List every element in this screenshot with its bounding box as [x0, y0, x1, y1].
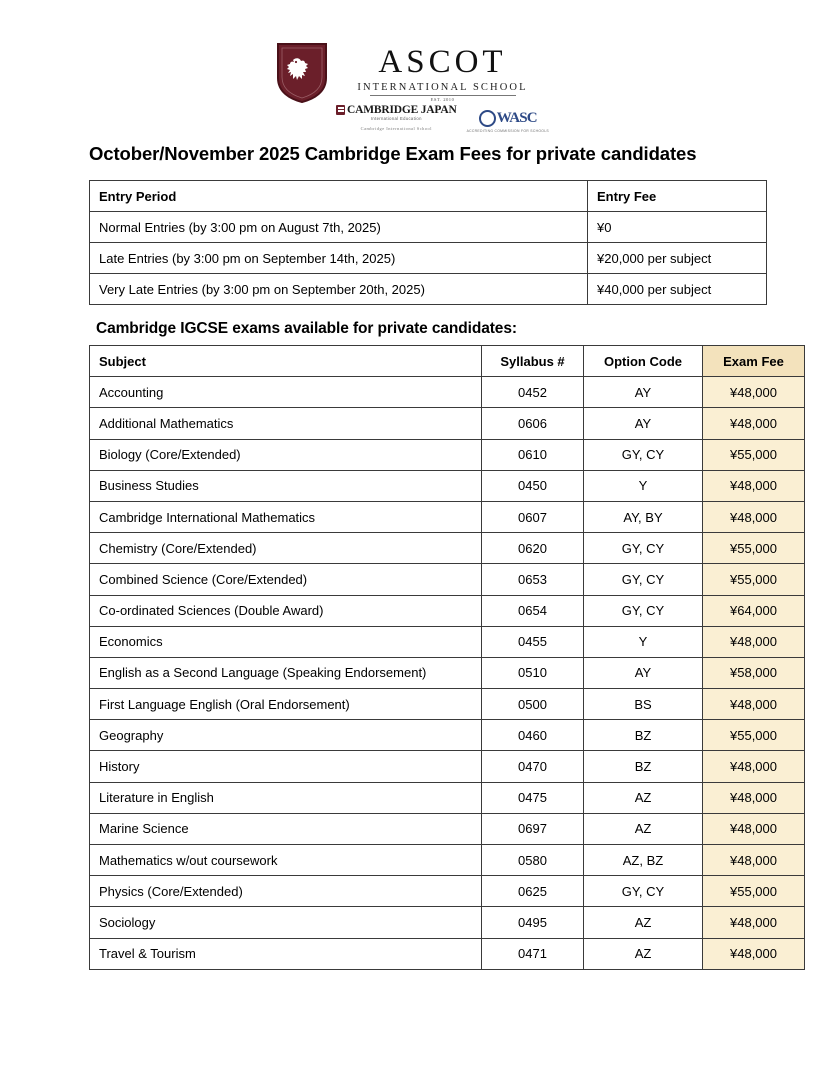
cell-exam-fee: ¥48,000	[703, 938, 805, 969]
cell-subject: Physics (Core/Extended)	[90, 876, 482, 907]
cell-entry-fee: ¥0	[588, 212, 767, 243]
cell-exam-fee: ¥48,000	[703, 845, 805, 876]
established-tag: EST. 2010	[430, 97, 455, 102]
table-row	[90, 720, 805, 751]
cell-syllabus-number: 0450	[482, 470, 584, 501]
cell-exam-fee: ¥48,000	[703, 626, 805, 657]
cell-subject: Cambridge International Mathematics	[90, 501, 482, 532]
brand-subtitle: INTERNATIONAL SCHOOL	[357, 82, 528, 93]
column-header-syllabus: Syllabus #	[482, 346, 584, 377]
ascot-shield-icon	[276, 42, 328, 104]
cell-exam-fee: ¥48,000	[703, 751, 805, 782]
cell-subject: Combined Science (Core/Extended)	[90, 564, 482, 595]
table-row	[90, 813, 805, 844]
cell-subject: Sociology	[90, 907, 482, 938]
brand-name: ASCOT	[378, 44, 507, 80]
cambridge-subtitle: International Education	[370, 116, 422, 121]
cell-subject: English as a Second Language (Speaking Endorsement)	[90, 657, 482, 688]
cell-syllabus-number: 0697	[482, 813, 584, 844]
cell-option-code: GY, CY	[584, 533, 703, 564]
cell-subject: Additional Mathematics	[90, 408, 482, 439]
cell-exam-fee: ¥48,000	[703, 408, 805, 439]
cell-subject: First Language English (Oral Endorsement)	[90, 689, 482, 720]
table-row	[90, 439, 805, 470]
column-header-subject: Subject	[90, 346, 482, 377]
cell-exam-fee: ¥55,000	[703, 439, 805, 470]
cell-option-code: AY, BY	[584, 501, 703, 532]
table-row	[90, 595, 805, 626]
entry-table-body	[90, 212, 767, 305]
cell-exam-fee: ¥55,000	[703, 533, 805, 564]
cell-syllabus-number: 0610	[482, 439, 584, 470]
column-header-option-code: Option Code	[584, 346, 703, 377]
cell-syllabus-number: 0510	[482, 657, 584, 688]
cell-subject: Chemistry (Core/Extended)	[90, 533, 482, 564]
cell-syllabus-number: 0460	[482, 720, 584, 751]
cell-entry-period: Late Entries (by 3:00 pm on September 14th, 2025)	[90, 243, 588, 274]
wasc-name: WASC	[496, 110, 537, 126]
cell-exam-fee: ¥48,000	[703, 907, 805, 938]
table-row	[90, 751, 805, 782]
table-row	[90, 657, 805, 688]
cell-option-code: AZ	[584, 907, 703, 938]
table-header-row	[90, 346, 805, 377]
cell-subject: Accounting	[90, 377, 482, 408]
table-row	[90, 243, 767, 274]
cell-entry-fee: ¥20,000 per subject	[588, 243, 767, 274]
igcse-table-body	[90, 377, 805, 970]
cell-subject: Travel & Tourism	[90, 938, 482, 969]
cell-entry-period: Very Late Entries (by 3:00 pm on September 20th, 2025)	[90, 274, 588, 305]
cell-option-code: AY	[584, 657, 703, 688]
cell-option-code: GY, CY	[584, 876, 703, 907]
cell-subject: Marine Science	[90, 813, 482, 844]
cell-subject: Co-ordinated Sciences (Double Award)	[90, 595, 482, 626]
cell-option-code: AZ, BZ	[584, 845, 703, 876]
cell-exam-fee: ¥48,000	[703, 377, 805, 408]
cell-syllabus-number: 0475	[482, 782, 584, 813]
table-row	[90, 876, 805, 907]
cell-option-code: BZ	[584, 751, 703, 782]
table-row	[90, 564, 805, 595]
cell-syllabus-number: 0607	[482, 501, 584, 532]
cell-exam-fee: ¥48,000	[703, 501, 805, 532]
table-row	[90, 377, 805, 408]
cell-exam-fee: ¥48,000	[703, 813, 805, 844]
cell-exam-fee: ¥55,000	[703, 720, 805, 751]
cell-syllabus-number: 0620	[482, 533, 584, 564]
cell-exam-fee: ¥55,000	[703, 876, 805, 907]
cell-syllabus-number: 0452	[482, 377, 584, 408]
table-row	[90, 907, 805, 938]
cambridge-name: CAMBRIDGE JAPAN	[347, 104, 457, 116]
table-row	[90, 408, 805, 439]
table-row	[90, 845, 805, 876]
cell-syllabus-number: 0580	[482, 845, 584, 876]
cell-option-code: Y	[584, 626, 703, 657]
page-title: October/November 2025 Cambridge Exam Fees for private candidates	[89, 143, 697, 164]
cell-exam-fee: ¥55,000	[703, 564, 805, 595]
cell-entry-period: Normal Entries (by 3:00 pm on August 7th, 2025)	[90, 212, 588, 243]
cell-syllabus-number: 0500	[482, 689, 584, 720]
cell-exam-fee: ¥48,000	[703, 689, 805, 720]
table-row	[90, 689, 805, 720]
entry-period-fee-table	[89, 180, 767, 305]
cell-subject: Biology (Core/Extended)	[90, 439, 482, 470]
cell-option-code: AZ	[584, 938, 703, 969]
table-row	[90, 470, 805, 501]
cell-option-code: AZ	[584, 813, 703, 844]
section-heading: Cambridge IGCSE exams available for private candidates:	[96, 320, 517, 337]
cell-subject: History	[90, 751, 482, 782]
table-row	[90, 782, 805, 813]
cell-syllabus-number: 0625	[482, 876, 584, 907]
table-row	[90, 212, 767, 243]
cell-exam-fee: ¥58,000	[703, 657, 805, 688]
wasc-circle-icon	[479, 110, 496, 127]
table-row	[90, 533, 805, 564]
igcse-exam-fee-table	[89, 345, 805, 970]
brand-divider	[370, 95, 516, 96]
cell-syllabus-number: 0495	[482, 907, 584, 938]
cell-exam-fee: ¥64,000	[703, 595, 805, 626]
cell-syllabus-number: 0654	[482, 595, 584, 626]
table-row	[90, 938, 805, 969]
cell-syllabus-number: 0470	[482, 751, 584, 782]
table-row	[90, 501, 805, 532]
cell-option-code: AY	[584, 408, 703, 439]
cell-subject: Mathematics w/out coursework	[90, 845, 482, 876]
cell-exam-fee: ¥48,000	[703, 470, 805, 501]
column-header-entry-period: Entry Period	[90, 181, 588, 212]
column-header-exam-fee: Exam Fee	[703, 346, 805, 377]
cambridge-shield-icon	[336, 105, 345, 115]
cell-option-code: BZ	[584, 720, 703, 751]
cell-option-code: Y	[584, 470, 703, 501]
school-logo	[0, 40, 825, 133]
cell-option-code: AY	[584, 377, 703, 408]
cell-entry-fee: ¥40,000 per subject	[588, 274, 767, 305]
cell-subject: Business Studies	[90, 470, 482, 501]
cell-subject: Literature in English	[90, 782, 482, 813]
wasc-subtitle: ACCREDITING COMMISSION FOR SCHOOLS	[466, 128, 549, 133]
table-row	[90, 274, 767, 305]
cell-subject: Economics	[90, 626, 482, 657]
table-header-row	[90, 181, 767, 212]
cell-syllabus-number: 0455	[482, 626, 584, 657]
cell-syllabus-number: 0606	[482, 408, 584, 439]
column-header-entry-fee: Entry Fee	[588, 181, 767, 212]
cell-option-code: GY, CY	[584, 595, 703, 626]
table-row	[90, 626, 805, 657]
cell-option-code: GY, CY	[584, 564, 703, 595]
cell-option-code: BS	[584, 689, 703, 720]
cell-option-code: GY, CY	[584, 439, 703, 470]
cell-option-code: AZ	[584, 782, 703, 813]
cell-exam-fee: ¥48,000	[703, 782, 805, 813]
cell-subject: Geography	[90, 720, 482, 751]
cambridge-footer: Cambridge International School	[360, 126, 432, 131]
cell-syllabus-number: 0471	[482, 938, 584, 969]
cell-syllabus-number: 0653	[482, 564, 584, 595]
